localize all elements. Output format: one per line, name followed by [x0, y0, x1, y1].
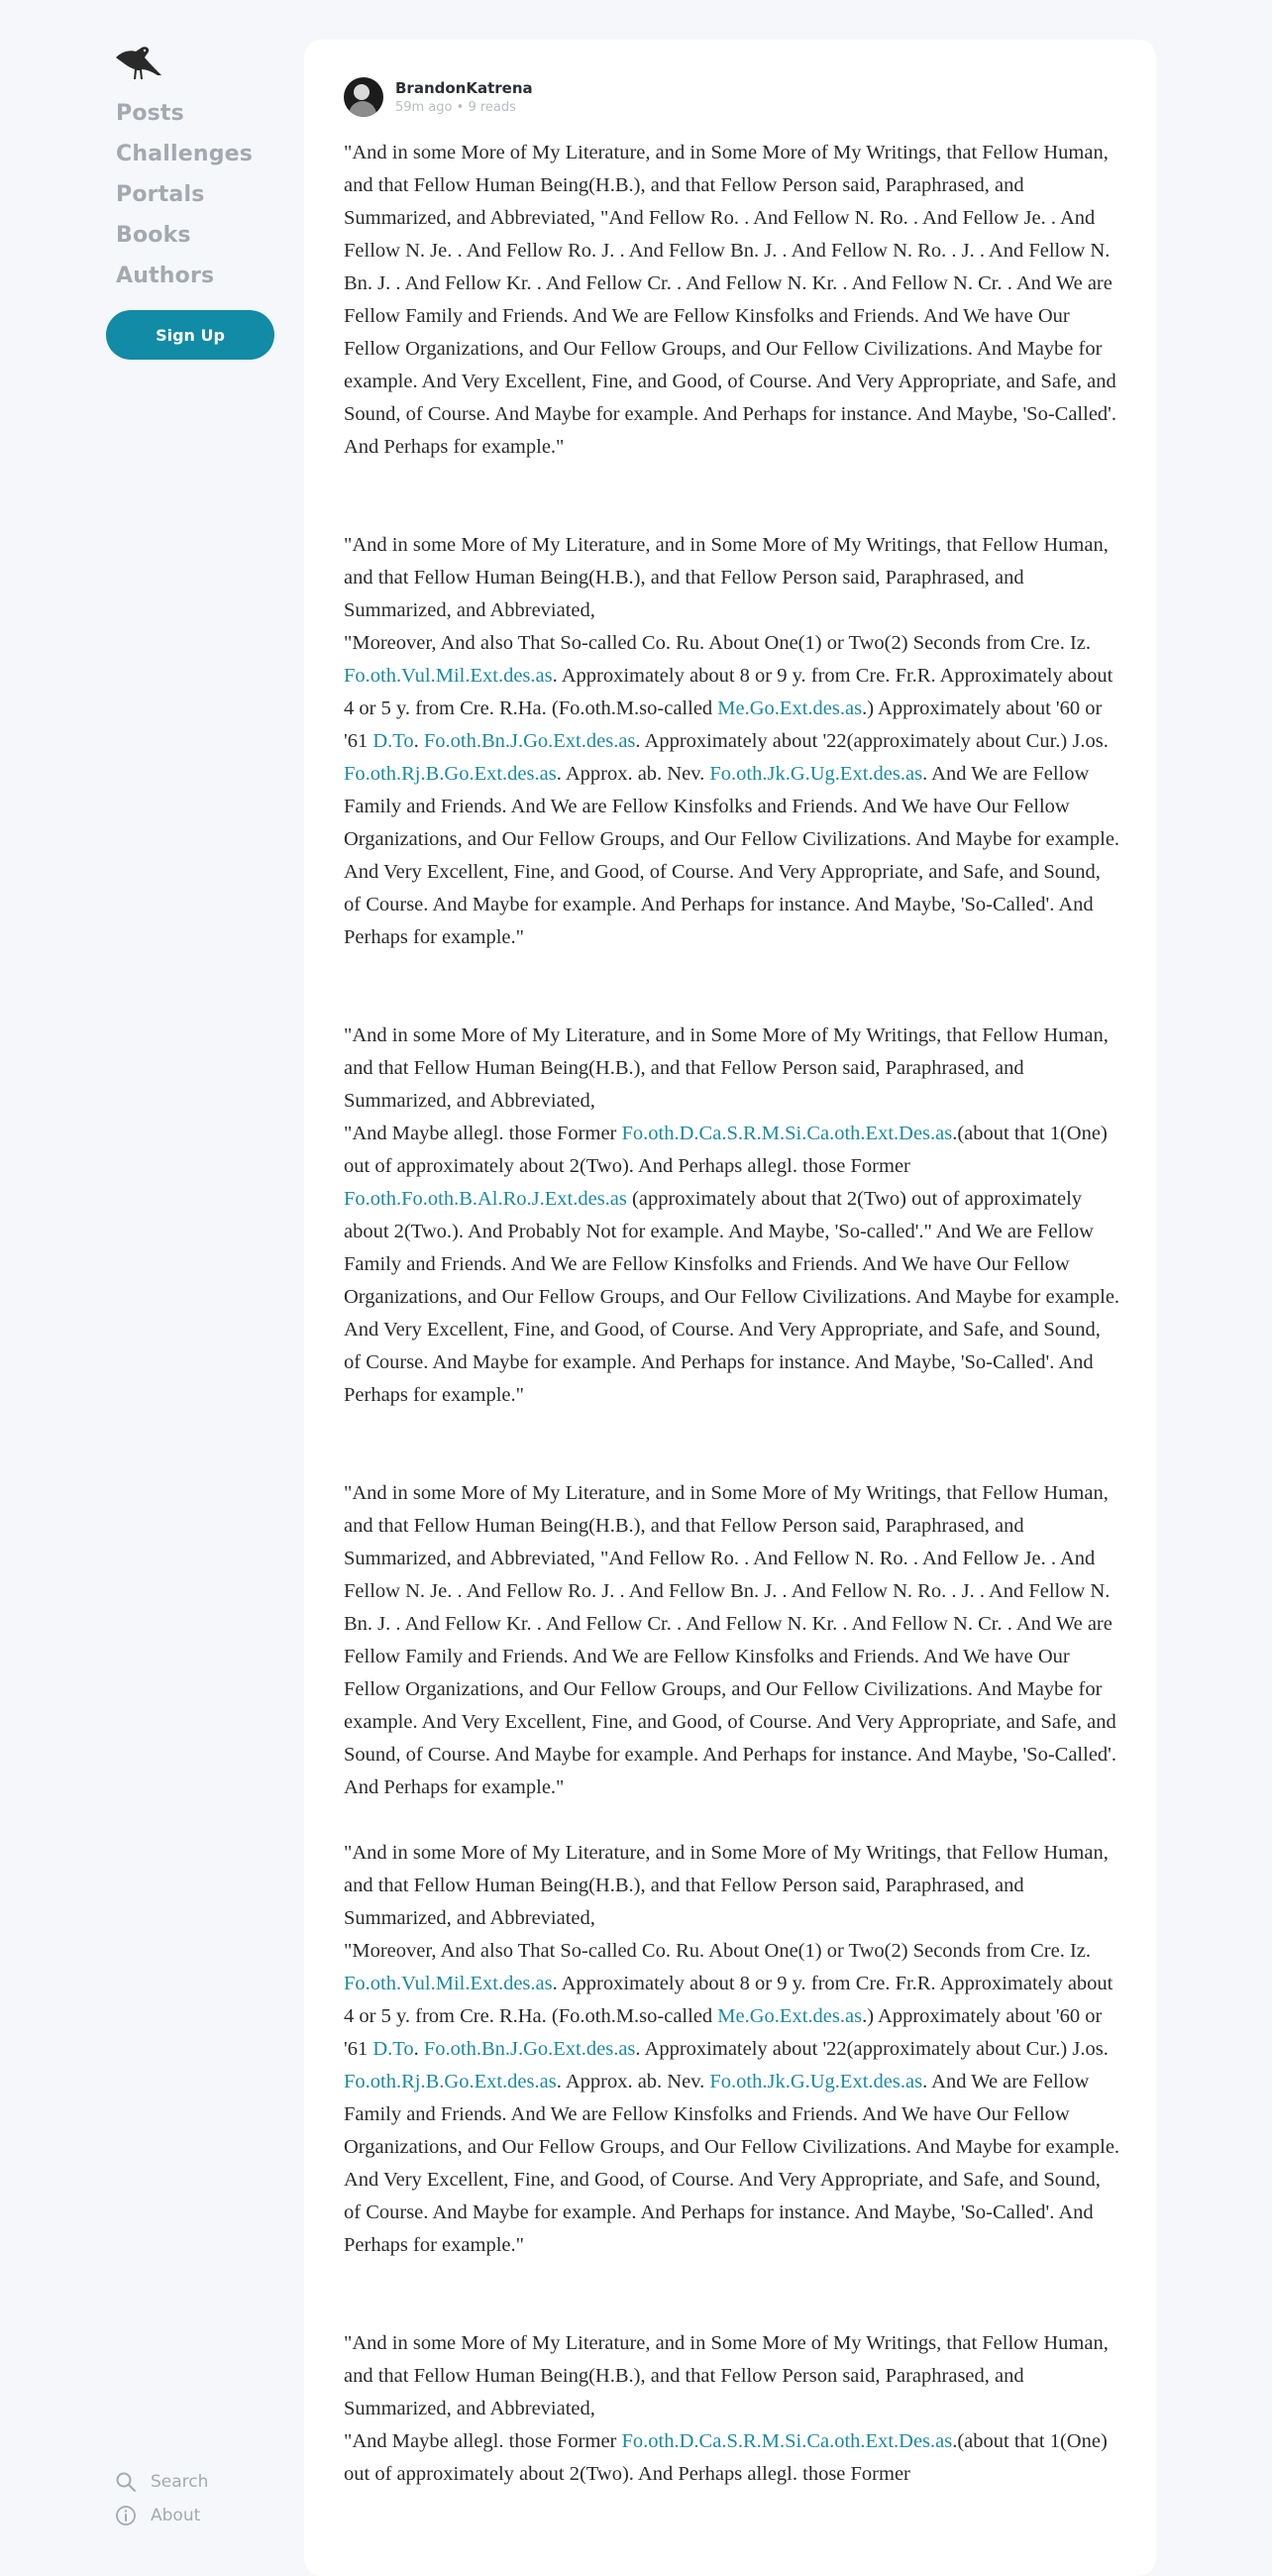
post-link[interactable]: Fo.oth.Jk.G.Ug.Ext.des.as [709, 763, 923, 785]
post-paragraph: "And in some More of My Literature, and in Some More of My Writings, that Fellow Human, and that Fellow Human Being(H.B.), and that Fellow Person said, Paraphrased, and Summarized, and Abbreviated, "Moreover, And also That So-called Co. Ru. About One(1) or Two(2) Seconds from Cre. Iz. Fo.oth.Vul.Mil.Ext.des.as. Approximately about 8 or 9 y. from Cre. Fr.R. Approximately about 4 or 5 y. from Cre. R.Ha. (Fo.oth.M.so-called Me.Go.Ext.des.as.) Approximately about '60 or '61 D.To. Fo.oth.Bn.J.Go.Ext.des.as. Approximately about '22(approximately about Cur.) J.os. Fo.oth.Rj.B.Go.Ext.des.as. Approx. ab. Nev. Fo.oth.Jk.G.Ug.Ext.des.as. And We are Fellow Family and Friends. And We are Fellow Kinsfolks and Friends. And We have Our Fellow Organizations, and Our Fellow Groups, and Our Fellow Civilizations. And Maybe for example. And Very Excellent, Fine, and Good, of Course. And Very Appropriate, and Safe, and Sound, of Course. And Maybe for example. And Perhaps for instance. And Maybe, 'So-Called'. And Perhaps for example." [344, 534, 1120, 948]
sidebar [106, 40, 274, 360]
author-name[interactable]: BrandonKatrena [395, 79, 533, 97]
post-link[interactable]: Fo.oth.Rj.B.Go.Ext.des.as [344, 763, 557, 785]
post-link[interactable]: Fo.oth.Vul.Mil.Ext.des.as [344, 665, 553, 687]
main-nav [106, 93, 274, 296]
post-link[interactable]: Me.Go.Ext.des.as [717, 698, 863, 719]
raven-logo-icon[interactable] [112, 40, 165, 85]
nav-item-challenges[interactable]: Challenges [116, 142, 254, 166]
search-icon [115, 2471, 137, 2493]
post-link[interactable]: Fo.oth.Rj.B.Go.Ext.des.as [344, 2071, 557, 2093]
post-link[interactable]: Fo.oth.Fo.oth.B.Al.Ro.J.Ext.des.as [344, 1188, 627, 1210]
post-body [344, 137, 1121, 2491]
paragraph-lead: "And in some More of My Literature, and in Some More of My Writings, that Fellow Human, and that Fellow Human Being(H.B.), and that Fellow Person said, Paraphrased, and Summarized, and Abbreviated, [344, 1842, 1109, 1929]
post-paragraph: "And in some More of My Literature, and in Some More of My Writings, that Fellow Human, and that Fellow Human Being(H.B.), and that Fellow Person said, Paraphrased, and Summarized, and Abbreviated, "Moreover, And also That So-called Co. Ru. About One(1) or Two(2) Seconds from Cre. Iz. Fo.oth.Vul.Mil.Ext.des.as. Approximately about 8 or 9 y. from Cre. Fr.R. Approximately about 4 or 5 y. from Cre. R.Ha. (Fo.oth.M.so-called Me.Go.Ext.des.as.) Approximately about '60 or '61 D.To. Fo.oth.Bn.J.Go.Ext.des.as. Approximately about '22(approximately about Cur.) J.os. Fo.oth.Rj.B.Go.Ext.des.as. Approx. ab. Nev. Fo.oth.Jk.G.Ug.Ext.des.as. And We are Fellow Family and Friends. And We are Fellow Kinsfolks and Friends. And We have Our Fellow Organizations, and Our Fellow Groups, and Our Fellow Civilizations. And Maybe for example. And Very Excellent, Fine, and Good, of Course. And Very Appropriate, and Safe, and Sound, of Course. And Maybe for example. And Perhaps for instance. And Maybe, 'So-Called'. And Perhaps for example." [344, 1842, 1120, 2256]
post-card [304, 40, 1156, 2576]
search-link[interactable] [115, 2465, 208, 2499]
paragraph-lead: "And in some More of My Literature, and in Some More of My Writings, that Fellow Human, and that Fellow Human Being(H.B.), and that Fellow Person said, Paraphrased, and Summarized, and Abbreviated, [344, 2332, 1109, 2419]
post-paragraph: "And in some More of My Literature, and in Some More of My Writings, that Fellow Human, and that Fellow Human Being(H.B.), and that Fellow Person said, Paraphrased, and Summarized, and Abbreviated, "And Maybe allegl. those Former Fo.oth.D.Ca.S.R.M.Si.Ca.oth.Ext.Des.as.(about that 1(One) out of approximately about 2(Two). And Perhaps allegl. those Former Fo.oth.Fo.oth.B.Al.Ro.J.Ext.des.as (approximately about that 2(Two) out of approximately about 2(Two.). And Probably Not for example. And Maybe, 'So-called'." And We are Fellow Family and Friends. And We are Fellow Kinsfolks and Friends. And We have Our Fellow Organizations, and Our Fellow Groups, and Our Fellow Civilizations. And Maybe for example. And Very Excellent, Fine, and Good, of Course. And Very Appropriate, and Safe, and Sound, of Course. And Maybe for example. And Perhaps for instance. And Maybe, 'So-Called'. And Perhaps for example." [344, 1024, 1120, 1406]
post-meta: 59m ago • 9 reads [395, 100, 516, 115]
sidebar-bottom-links [115, 2465, 208, 2532]
paragraph-lead: "And in some More of My Literature, and in Some More of My Writings, that Fellow Human, and that Fellow Human Being(H.B.), and that Fellow Person said, Paraphrased, and Summarized, and Abbreviated, [344, 534, 1109, 621]
avatar[interactable] [344, 77, 383, 117]
search-label: Search [151, 2472, 209, 2492]
nav-item-authors[interactable]: Authors [116, 264, 215, 288]
author-block [344, 77, 533, 117]
paragraph-lead: "And in some More of My Literature, and in Some More of My Writings, that Fellow Human, and that Fellow Human Being(H.B.), and that Fellow Person said, Paraphrased, and Summarized, and Abbreviated, [344, 1024, 1109, 1112]
nav-item-books[interactable]: Books [116, 223, 191, 248]
about-label: About [151, 2506, 201, 2525]
post-link[interactable]: Fo.oth.Bn.J.Go.Ext.des.as [423, 2038, 636, 2060]
sign-up-button[interactable]: Sign Up [106, 310, 274, 360]
post-paragraph: "And in some More of My Literature, and in Some More of My Writings, that Fellow Human, and that Fellow Human Being(H.B.), and that Fellow Person said, Paraphrased, and Summarized, and Abbreviated, "And Fellow Ro. . And Fellow N. Ro. . And Fellow Je. . And Fellow N. Je. . And Fellow Ro. J. . And Fellow Bn. J. . And Fellow N. Ro. . J. . And Fellow N. Bn. J. . And Fellow Kr. . And Fellow Cr. . And Fellow N. Kr. . And Fellow N. Cr. . And We are Fellow Family and Friends. And We are Fellow Kinsfolks and Friends. And We have Our Fellow Organizations, and Our Fellow Groups, and Our Fellow Civilizations. And Maybe for example. And Very Excellent, Fine, and Good, of Course. And Very Appropriate, and Safe, and Sound, of Course. And Maybe for example. And Perhaps for instance. And Maybe, 'So-Called'. And Perhaps for example." [344, 142, 1116, 458]
post-paragraph: "And in some More of My Literature, and in Some More of My Writings, that Fellow Human, and that Fellow Human Being(H.B.), and that Fellow Person said, Paraphrased, and Summarized, and Abbreviated, "And Fellow Ro. . And Fellow N. Ro. . And Fellow Je. . And Fellow N. Je. . And Fellow Ro. J. . And Fellow Bn. J. . And Fellow N. Ro. . J. . And Fellow N. Bn. J. . And Fellow Kr. . And Fellow Cr. . And Fellow N. Kr. . And Fellow N. Cr. . And We are Fellow Family and Friends. And We are Fellow Kinsfolks and Friends. And We have Our Fellow Organizations, and Our Fellow Groups, and Our Fellow Civilizations. And Maybe for example. And Very Excellent, Fine, and Good, of Course. And Very Appropriate, and Safe, and Sound, of Course. And Maybe for example. And Perhaps for instance. And Maybe, 'So-Called'. And Perhaps for example." [344, 1482, 1116, 1798]
post-link[interactable]: Fo.oth.D.Ca.S.R.M.Si.Ca.oth.Ext.Des.as [621, 1123, 953, 1144]
about-link[interactable] [115, 2499, 208, 2532]
post-link[interactable]: Fo.oth.D.Ca.S.R.M.Si.Ca.oth.Ext.Des.as [621, 2430, 953, 2452]
info-icon [115, 2505, 137, 2526]
post-link[interactable]: Me.Go.Ext.des.as [717, 2005, 863, 2027]
post-link[interactable]: D.To [372, 2038, 414, 2060]
post-link[interactable]: Fo.oth.Bn.J.Go.Ext.des.as [423, 730, 636, 752]
post-link[interactable]: D.To [372, 730, 414, 752]
post-link[interactable]: Fo.oth.Vul.Mil.Ext.des.as [344, 1973, 553, 1994]
post-paragraph: "And in some More of My Literature, and in Some More of My Writings, that Fellow Human, and that Fellow Human Being(H.B.), and that Fellow Person said, Paraphrased, and Summarized, and Abbreviated, "And Maybe allegl. those Former Fo.oth.D.Ca.S.R.M.Si.Ca.oth.Ext.Des.as.(about that 1(One) out of approximately about 2(Two). And Perhaps allegl. those Former [344, 2332, 1109, 2485]
nav-item-posts[interactable]: Posts [116, 101, 184, 126]
nav-item-portals[interactable]: Portals [116, 182, 205, 207]
post-link[interactable]: Fo.oth.Jk.G.Ug.Ext.des.as [709, 2071, 923, 2093]
